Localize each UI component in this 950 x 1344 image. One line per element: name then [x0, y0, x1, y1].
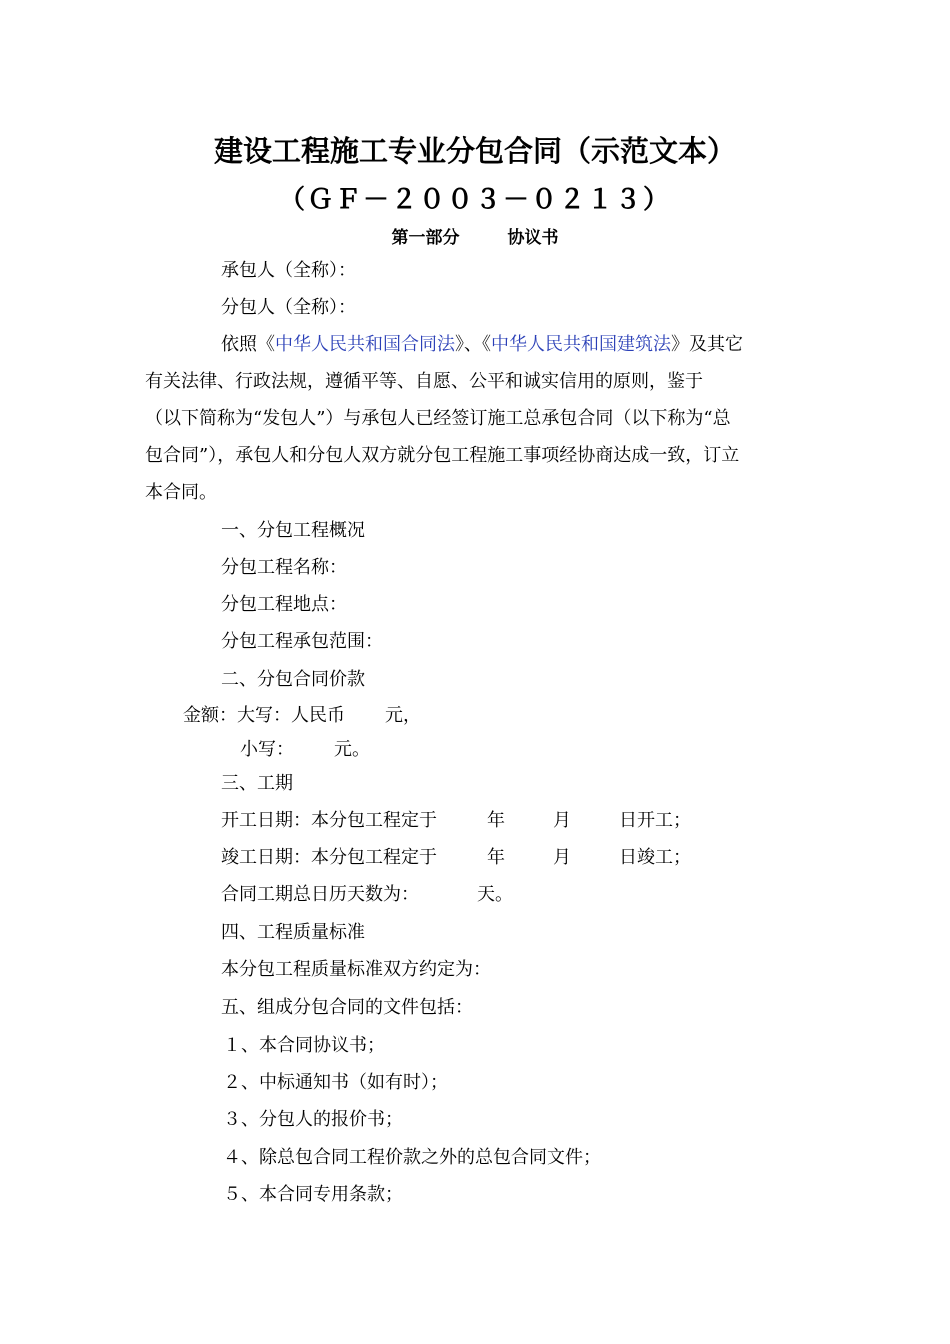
part-label: 第一部分: [391, 228, 460, 248]
subcontractor-line: 分包人（全称）：: [221, 297, 356, 318]
start-day-label: 日开工；: [619, 810, 691, 831]
section-3-heading: 三、工期: [221, 773, 293, 794]
section-1-heading: 一、分包工程概况: [221, 520, 365, 541]
month-label: 月: [553, 810, 571, 831]
amount-uppercase-line: [183, 703, 421, 729]
document-item: ５、本合同专用条款；: [223, 1184, 403, 1205]
total-days-unit: 天。: [477, 884, 513, 905]
total-days-label: 合同工期总日历天数为：: [221, 884, 419, 905]
amount-small-unit: 元。: [334, 739, 370, 760]
paragraph-1-line-1: [221, 332, 743, 358]
amount-label: 金额：大写：人民币: [183, 705, 345, 726]
total-days-line: [221, 882, 513, 908]
document-item: ２、中标通知书（如有时）；: [223, 1072, 448, 1093]
construction-law-link[interactable]: 中华人民共和国建筑法: [491, 334, 671, 355]
document-code: （ＧＦ－２００３－０２１３）: [278, 185, 671, 215]
project-site-line: 分包工程地点：: [221, 594, 347, 615]
amount-small-label: 小写：: [240, 739, 294, 760]
project-scope-line: 分包工程承包范围：: [221, 631, 383, 652]
year-label: 年: [487, 847, 505, 868]
start-date-label: 开工日期：本分包工程定于: [221, 810, 437, 831]
contractor-line: 承包人（全称）：: [221, 260, 356, 281]
year-label: 年: [487, 810, 505, 831]
document-item: ４、除总包合同工程价款之外的总包合同文件；: [223, 1147, 601, 1168]
month-label: 月: [553, 847, 571, 868]
paragraph-1-line-5: 本合同。: [145, 482, 217, 503]
contract-law-link[interactable]: 中华人民共和国合同法: [275, 334, 455, 355]
para-text: 》及其它: [671, 334, 743, 355]
start-date-line: [221, 808, 691, 834]
section-5-heading: 五、组成分包合同的文件包括：: [221, 997, 473, 1018]
amount-lowercase-line: [240, 737, 370, 763]
part-heading: [0, 226, 950, 250]
paragraph-1-line-4: 包合同”），承包人和分包人双方就分包工程施工事项经协商达成一致，订立: [145, 445, 740, 466]
para-text: 依照《: [221, 334, 275, 355]
project-name-line: 分包工程名称：: [221, 557, 347, 578]
para-text: 》、《: [455, 334, 491, 355]
document-item: １、本合同协议书；: [223, 1035, 385, 1056]
finish-date-label: 竣工日期：本分包工程定于: [221, 847, 437, 868]
quality-standard-line: 本分包工程质量标准双方约定为：: [221, 959, 491, 980]
paragraph-1-line-2: 有关法律、行政法规，遵循平等、自愿、公平和诚实信用的原则，鉴于: [145, 371, 703, 392]
section-4-heading: 四、工程质量标准: [221, 922, 365, 943]
section-2-heading: 二、分包合同价款: [221, 669, 365, 690]
paragraph-1-line-3: （以下简称为“发包人”）与承包人已经签订施工总承包合同（以下称为“总: [145, 408, 731, 429]
part-name: 协议书: [507, 228, 559, 248]
document-title: 建设工程施工专业分包合同（示范文本）: [213, 134, 736, 168]
finish-date-line: [221, 845, 691, 871]
amount-unit: 元，: [385, 705, 421, 726]
document-item: ３、分包人的报价书；: [223, 1109, 403, 1130]
finish-day-label: 日竣工；: [619, 847, 691, 868]
